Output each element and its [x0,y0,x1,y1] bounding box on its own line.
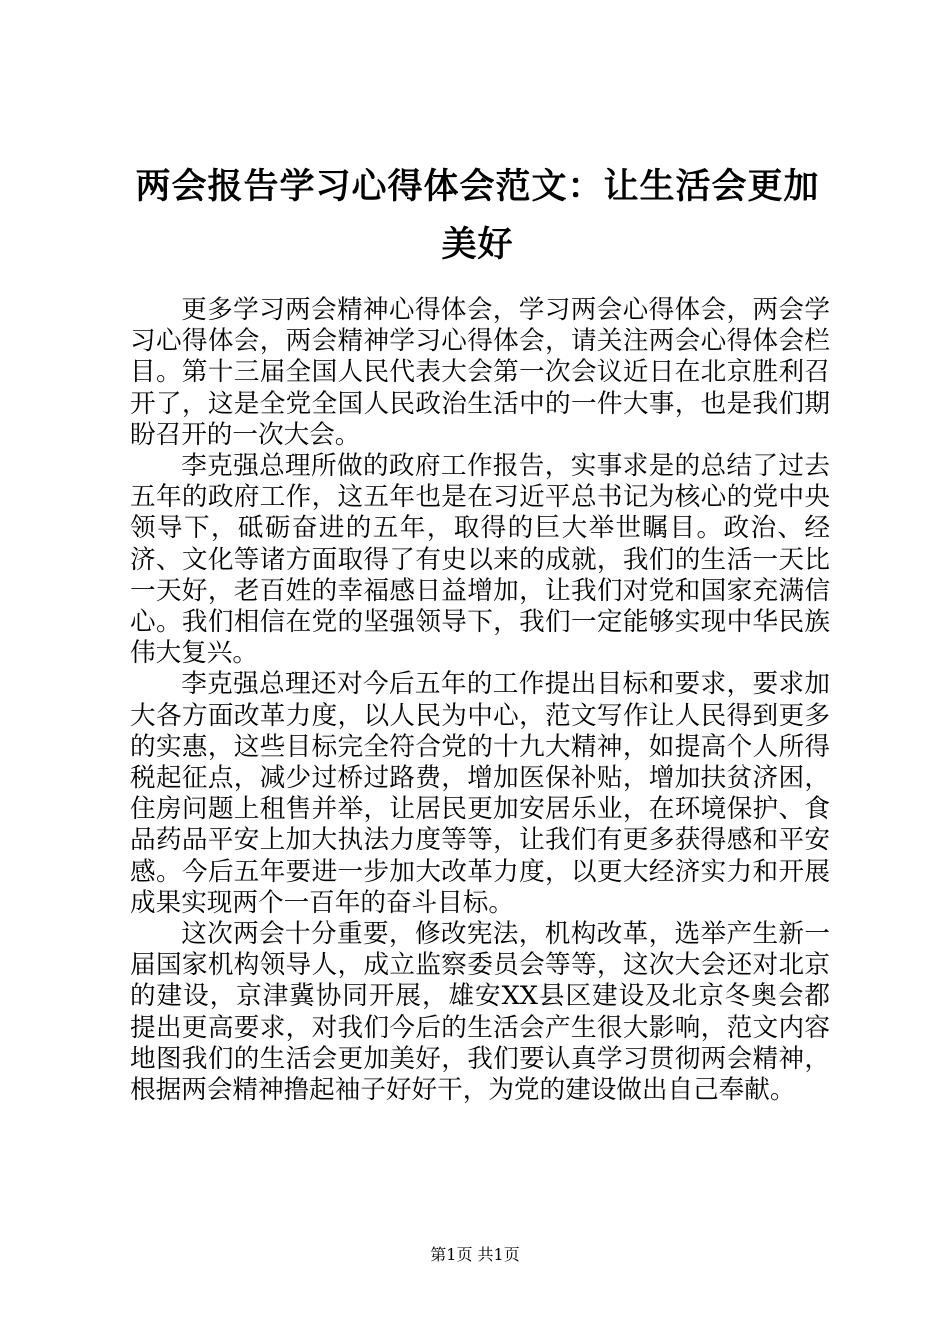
paragraph: 李克强总理还对今后五年的工作提出目标和要求，要求加大各方面改革力度，以人民为中心，范文写作让人民得到更多的实惠，这些目标完全符合党的十九大精神，如提高个人所得税起征点，减少过桥过路费，增加医保补贴，增加扶贫济困，住房问题上租售并举，让居民更加安居乐业，在环境保护、食品药品平安上加大执法力度等等，让我们有更多获得感和平安感。今后五年要进一步加大改革力度，以更大经济实力和开展成果实现两个一百年的奋斗目标。 [130,669,830,918]
document-body [130,295,830,1106]
paragraph: 这次两会十分重要，修改宪法，机构改革，选举产生新一届国家机构领导人，成立监察委员会等等，这次大会还对北京的建设，京津冀协同开展，雄安XX县区建设及北京冬奥会都提出更高要求，对我们今后的生活会产生很大影响，范文内容地图我们的生活会更加美好，我们要认真学习贯彻两会精神，根据两会精神撸起袖子好好干，为党的建设做出自己奉献。 [130,919,830,1106]
page-footer: 第1页 共1页 [430,1245,520,1264]
paragraph: 更多学习两会精神心得体会，学习两会心得体会，两会学习心得体会，两会精神学习心得体会，请关注两会心得体会栏目。第十三届全国人民代表大会第一次会议近日在北京胜利召开了，这是全党全国人民政治生活中的一件大事，也是我们期盼召开的一次大会。 [130,295,830,450]
document-title: 两会报告学习心得体会范文：让生活会更加美好 [135,167,820,265]
paragraph: 李克强总理所做的政府工作报告，实事求是的总结了过去五年的政府工作，这五年也是在习近平总书记为核心的党中央领导下，砥砺奋进的五年，取得的巨大举世瞩目。政治、经济、文化等诸方面取得了有史以来的成就，我们的生活一天比一天好，老百姓的幸福感日益增加，让我们对党和国家充满信心。我们相信在党的坚强领导下，我们一定能够实现中华民族伟大复兴。 [130,451,830,669]
